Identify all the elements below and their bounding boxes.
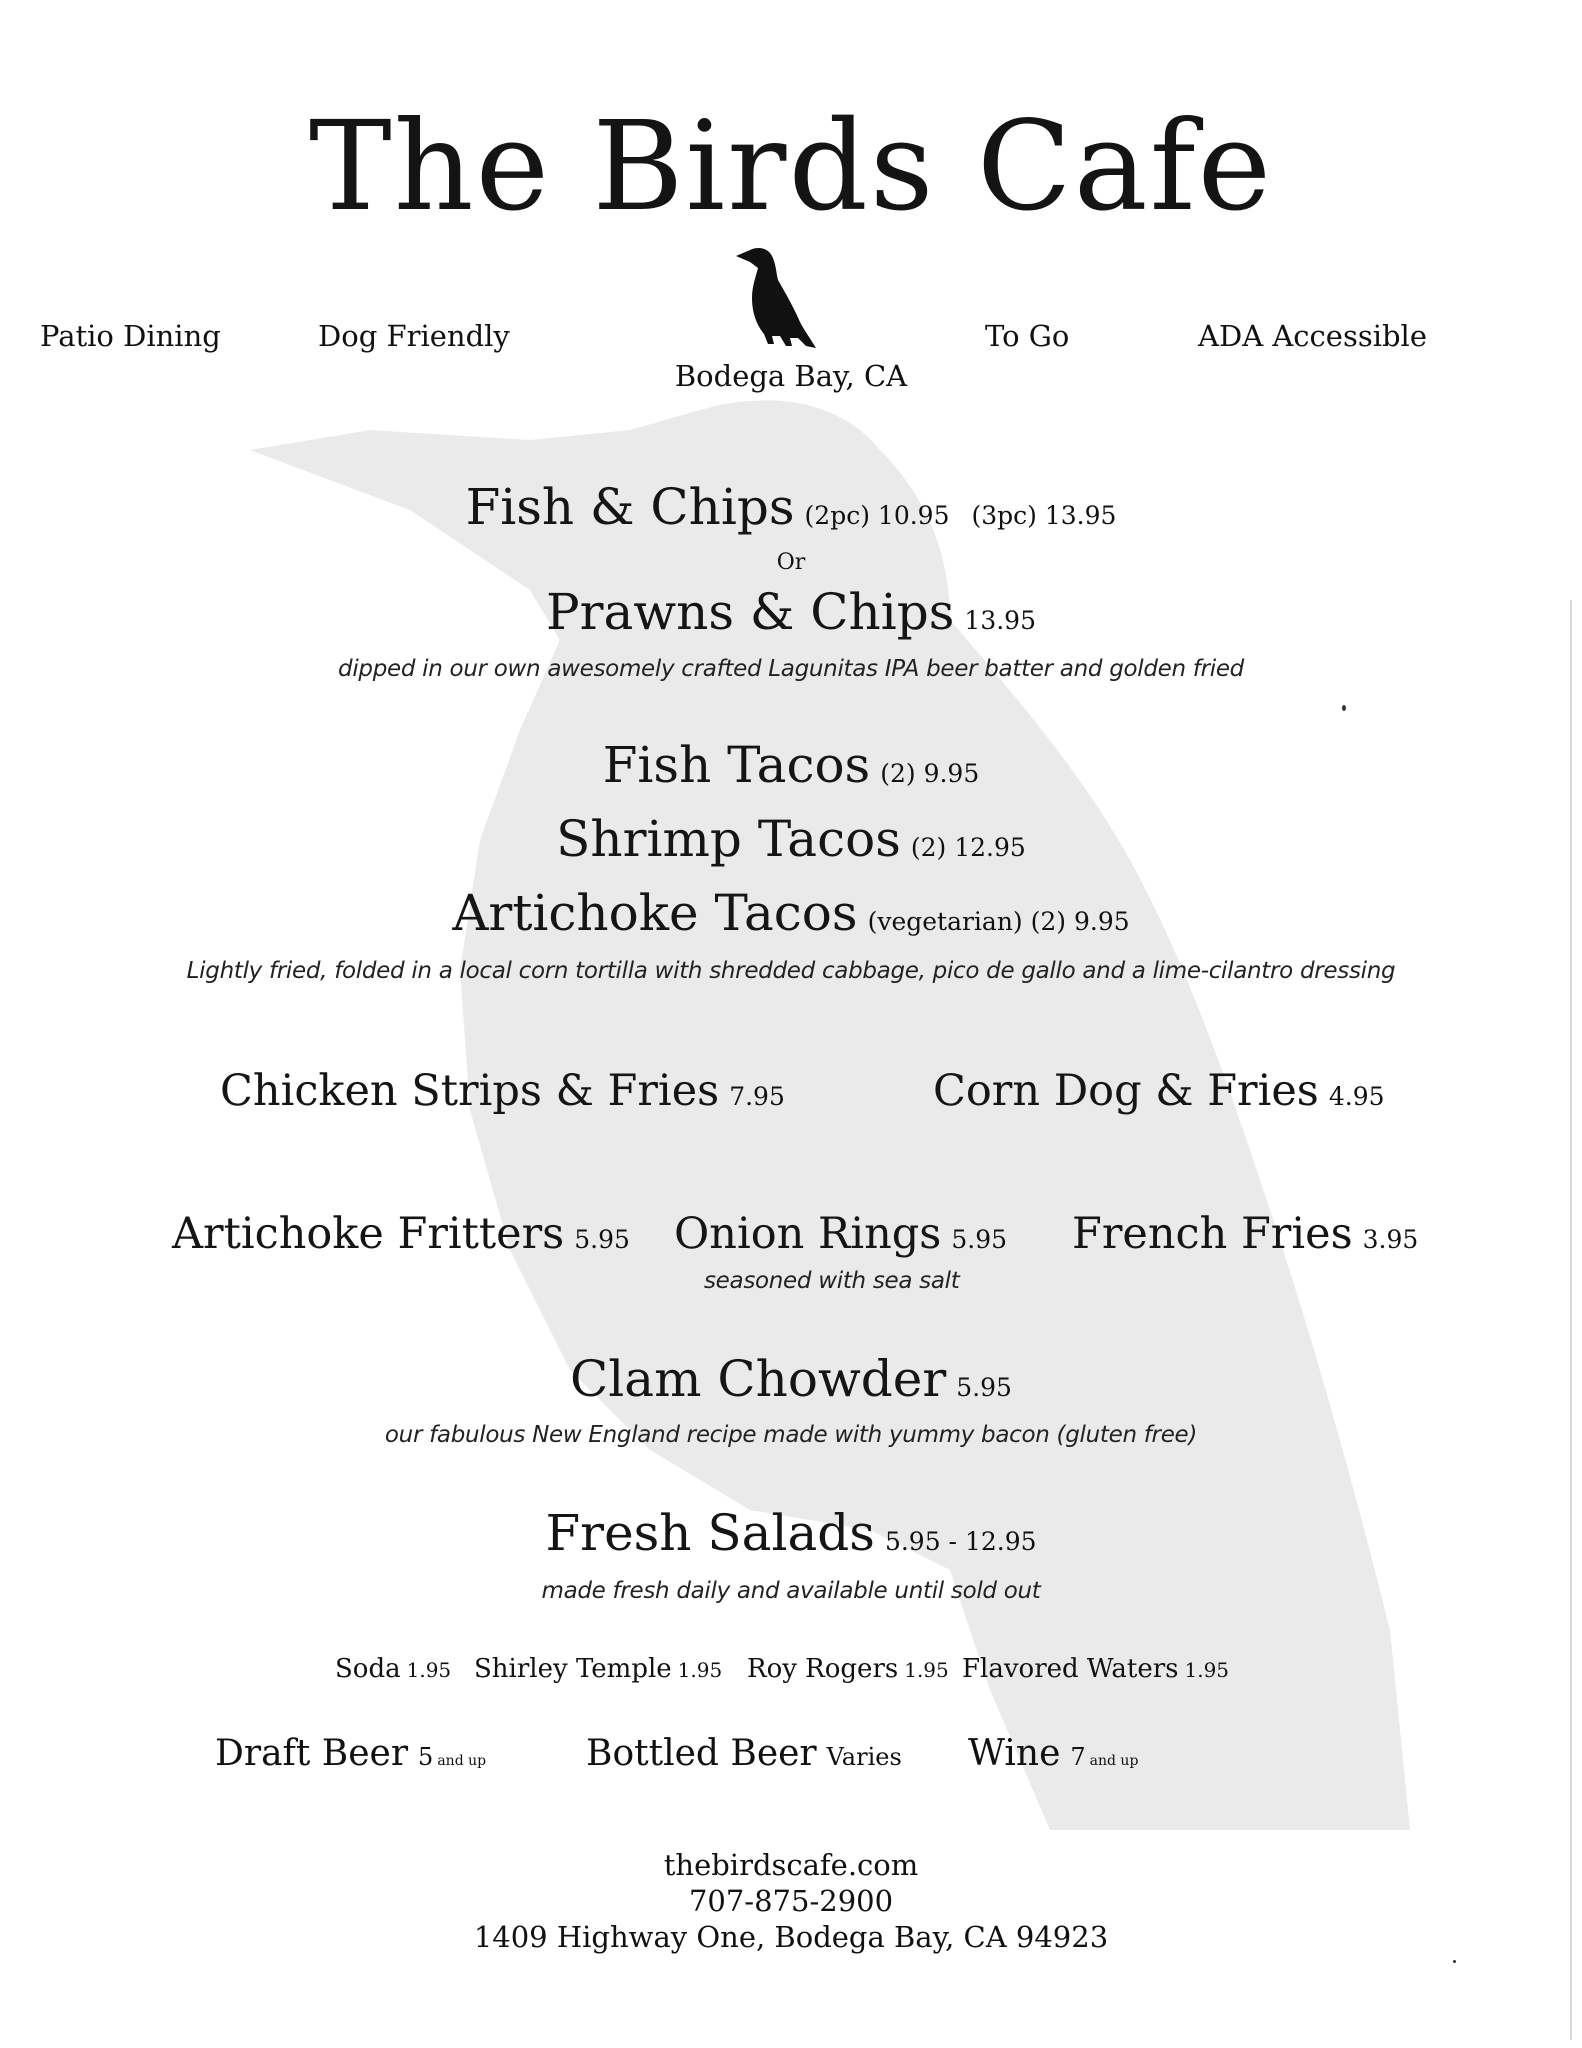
shrimp-tacos-name: Shrimp Tacos	[556, 810, 901, 868]
crow-icon	[728, 242, 818, 352]
onion-rings-description: seasoned with sea salt	[704, 1268, 960, 1294]
drink-price: 1.95	[406, 1658, 452, 1682]
artichoke-tacos-price: (vegetarian) (2) 9.95	[867, 907, 1130, 936]
drink-roy-rogers	[747, 1656, 949, 1682]
fish-tacos-name: Fish Tacos	[602, 736, 871, 794]
draft-beer-row	[215, 1733, 487, 1774]
fish-chips-row	[0, 478, 1582, 536]
fish-tacos-row	[0, 736, 1582, 794]
draft-beer-name: Draft Beer	[215, 1733, 409, 1774]
shrimp-tacos-price: (2) 12.95	[910, 833, 1026, 862]
french-fries-name: French Fries	[1072, 1209, 1353, 1259]
corn-dog-name: Corn Dog & Fries	[933, 1066, 1319, 1116]
feature-to-go: To Go	[985, 319, 1070, 353]
corn-dog-row	[933, 1066, 1385, 1116]
chicken-strips-row	[220, 1066, 785, 1116]
artichoke-tacos-row	[0, 884, 1582, 942]
drink-price: 1.95	[677, 1658, 723, 1682]
shrimp-tacos-row	[0, 810, 1582, 868]
wine-price: 7	[1070, 1743, 1086, 1771]
cafe-title: The Birds Cafe	[309, 95, 1273, 239]
bottled-beer-row	[586, 1733, 902, 1774]
feature-patio-dining: Patio Dining	[40, 319, 221, 353]
drink-soda	[335, 1656, 451, 1682]
french-fries-price: 3.95	[1362, 1225, 1419, 1254]
chicken-strips-price: 7.95	[729, 1082, 785, 1111]
footer-address: 1409 Highway One, Bodega Bay, CA 94923	[473, 1920, 1109, 1954]
drink-name: Flavored Waters	[962, 1654, 1179, 1684]
scan-speck	[1453, 1960, 1456, 1963]
tacos-description: Lightly fried, folded in a local corn tortilla with shredded cabbage, pico de gallo and a lime-cilantro dressing	[186, 958, 1396, 984]
fresh-salads-price: 5.95 - 12.95	[884, 1527, 1037, 1556]
clam-chowder-row	[0, 1350, 1582, 1408]
salads-description: made fresh daily and available until sold out	[541, 1578, 1041, 1604]
draft-beer-price: 5	[418, 1743, 434, 1771]
fish-chips-price-3pc: (3pc) 13.95	[971, 501, 1117, 530]
feature-ada-accessible: ADA Accessible	[1198, 319, 1427, 353]
fish-chips-name: Fish & Chips	[465, 478, 795, 536]
drink-name: Roy Rogers	[747, 1654, 899, 1684]
bottled-beer-price: Varies	[826, 1743, 902, 1771]
wine-note: and up	[1089, 1753, 1139, 1769]
corn-dog-price: 4.95	[1328, 1082, 1385, 1111]
prawns-chips-name: Prawns & Chips	[545, 583, 955, 641]
or-label: Or	[776, 550, 806, 575]
french-fries-row	[1072, 1209, 1419, 1259]
chowder-description: our fabulous New England recipe made with yummy bacon (gluten free)	[384, 1422, 1198, 1448]
draft-beer-note: and up	[437, 1753, 487, 1769]
drink-name: Soda	[335, 1654, 401, 1684]
drink-name: Shirley Temple	[474, 1654, 672, 1684]
fish-tacos-price: (2) 9.95	[880, 759, 980, 788]
onion-rings-price: 5.95	[951, 1225, 1008, 1254]
artichoke-fritters-price: 5.95	[574, 1225, 630, 1254]
prawns-chips-row	[0, 583, 1582, 641]
feature-dog-friendly: Dog Friendly	[318, 319, 510, 353]
bottled-beer-name: Bottled Beer	[586, 1733, 817, 1774]
prawns-chips-price: 13.95	[964, 606, 1036, 635]
clam-chowder-price: 5.95	[956, 1373, 1012, 1402]
artichoke-fritters-row	[172, 1209, 630, 1259]
chicken-strips-name: Chicken Strips & Fries	[220, 1066, 720, 1116]
chips-description: dipped in our own awesomely crafted Lagunitas IPA beer batter and golden fried	[338, 656, 1244, 682]
wine-row	[968, 1733, 1139, 1774]
scan-edge-line	[1570, 600, 1572, 2040]
drink-flavored-waters	[962, 1656, 1229, 1682]
onion-rings-name: Onion Rings	[674, 1209, 942, 1259]
clam-chowder-name: Clam Chowder	[570, 1350, 947, 1408]
fresh-salads-row	[0, 1504, 1582, 1562]
artichoke-tacos-name: Artichoke Tacos	[452, 884, 858, 942]
drink-price: 1.95	[904, 1658, 949, 1682]
scan-speck	[1342, 705, 1346, 711]
fresh-salads-name: Fresh Salads	[545, 1504, 875, 1562]
drink-shirley-temple	[474, 1656, 722, 1682]
artichoke-fritters-name: Artichoke Fritters	[172, 1209, 565, 1259]
onion-rings-row	[674, 1209, 1008, 1259]
drink-price: 1.95	[1184, 1658, 1230, 1682]
location: Bodega Bay, CA	[674, 359, 908, 393]
fish-chips-price-2pc: (2pc) 10.95	[804, 501, 950, 530]
footer-phone[interactable]: 707-875-2900	[688, 1884, 894, 1918]
wine-name: Wine	[968, 1733, 1061, 1774]
footer-website[interactable]: thebirdscafe.com	[663, 1848, 919, 1882]
